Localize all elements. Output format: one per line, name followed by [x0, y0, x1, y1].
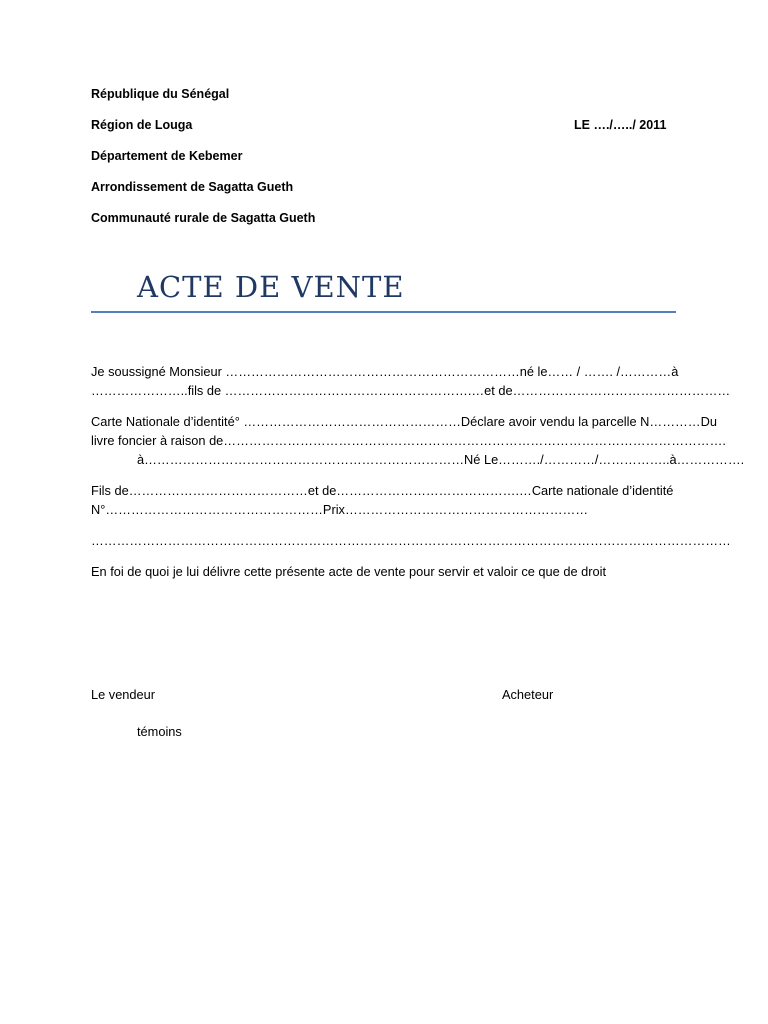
body-line-8: ……………………………………………………………………………………………………………………………………	[91, 533, 731, 548]
signature-seller: Le vendeur	[91, 687, 156, 702]
body-line-5: à…………………………………………………………………Né Le………./…………/……………..à…………….	[137, 452, 745, 467]
header-republic: République du Sénégal	[91, 87, 230, 101]
body-line-3: Carte Nationale d’identité° ……………………………………………Déclare avoir vendu la parcelle N…………Du	[91, 414, 717, 429]
body-line-1: Je soussigné Monsieur ……………………………………………………………né le…… / ……. /…………à	[91, 364, 679, 379]
body-line-2: …………………..fils de ………………………………………………….…et de……………………………………………	[91, 383, 731, 398]
header-date: LE …./…../ 2011	[574, 118, 667, 132]
document-title: ACTE DE VENTE	[137, 270, 405, 304]
header-commune: Communauté rurale de Sagatta Gueth	[91, 211, 316, 225]
header-department: Département de Kebemer	[91, 149, 243, 163]
closing-statement: En foi de quoi je lui délivre cette présente acte de vente pour servir et valoir ce que de droit	[91, 564, 607, 579]
body-line-7: N°……………………………………………Prix…………………………………………………	[91, 502, 589, 517]
signature-buyer: Acheteur	[502, 687, 554, 702]
body-line-4: livre foncier à raison de……………………………………………………………………………………………………….	[91, 433, 726, 448]
body-line-6: Fils de……………………………………et de…………………………………….…Carte nationale d’identité	[91, 483, 674, 498]
header-arrondissement: Arrondissement de Sagatta Gueth	[91, 180, 294, 194]
signature-witnesses: témoins	[137, 724, 182, 739]
title-underline	[91, 311, 676, 313]
header-region: Région de Louga	[91, 118, 193, 132]
